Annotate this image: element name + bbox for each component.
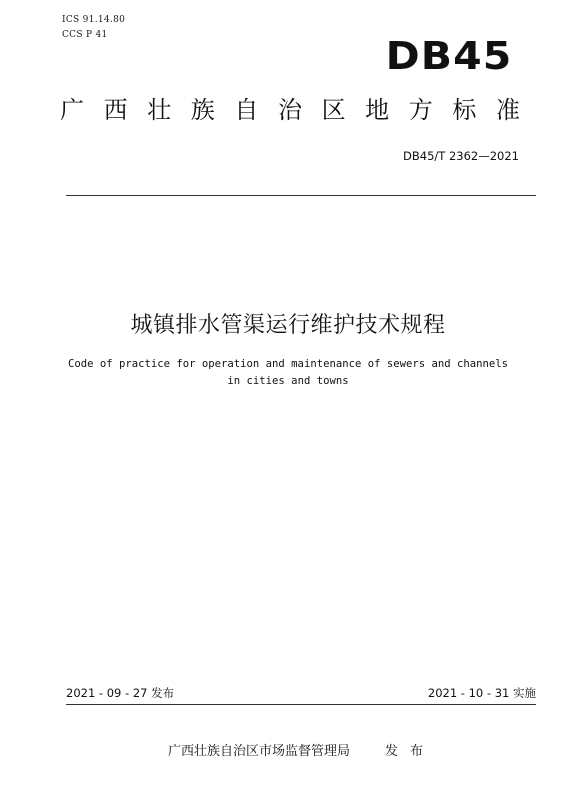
english-title: [40, 356, 536, 390]
footer-divider: [66, 704, 536, 705]
db45-logo: DB45: [385, 34, 512, 78]
ics-code: ICS 91.14.80: [62, 15, 126, 25]
implementation-date: 2021 - 10 - 31 实施: [427, 686, 536, 700]
standard-type-heading: [60, 98, 520, 122]
header-divider: [66, 195, 536, 196]
standard-type-char: 地: [365, 96, 390, 124]
standard-type-char: 自: [234, 96, 259, 124]
ccs-code: CCS P 41: [62, 30, 108, 40]
standard-type-char: 族: [190, 96, 215, 124]
standard-type-char: 壮: [147, 96, 172, 124]
standard-type-char: 区: [321, 96, 346, 124]
standard-type-char: 方: [408, 96, 433, 124]
issue-date: 2021 - 09 - 27 发布: [66, 686, 175, 700]
standard-number: DB45/T 2362—2021: [403, 149, 519, 163]
english-title-line: in cities and towns: [227, 375, 349, 387]
publisher-name: 广西壮族自治区市场监督管理局: [168, 744, 351, 759]
standard-type-char: 西: [103, 96, 128, 124]
chinese-title: 城镇排水管渠运行维护技术规程: [130, 313, 446, 338]
standard-type-char: 治: [277, 96, 302, 124]
standard-type-char: 广: [60, 96, 84, 124]
publish-label: 发布: [385, 744, 436, 759]
standard-type-char: 准: [495, 96, 520, 124]
english-title-line: Code of practice for operation and maintenance of sewers and channels: [67, 358, 509, 370]
standard-type-char: 标: [452, 96, 477, 124]
